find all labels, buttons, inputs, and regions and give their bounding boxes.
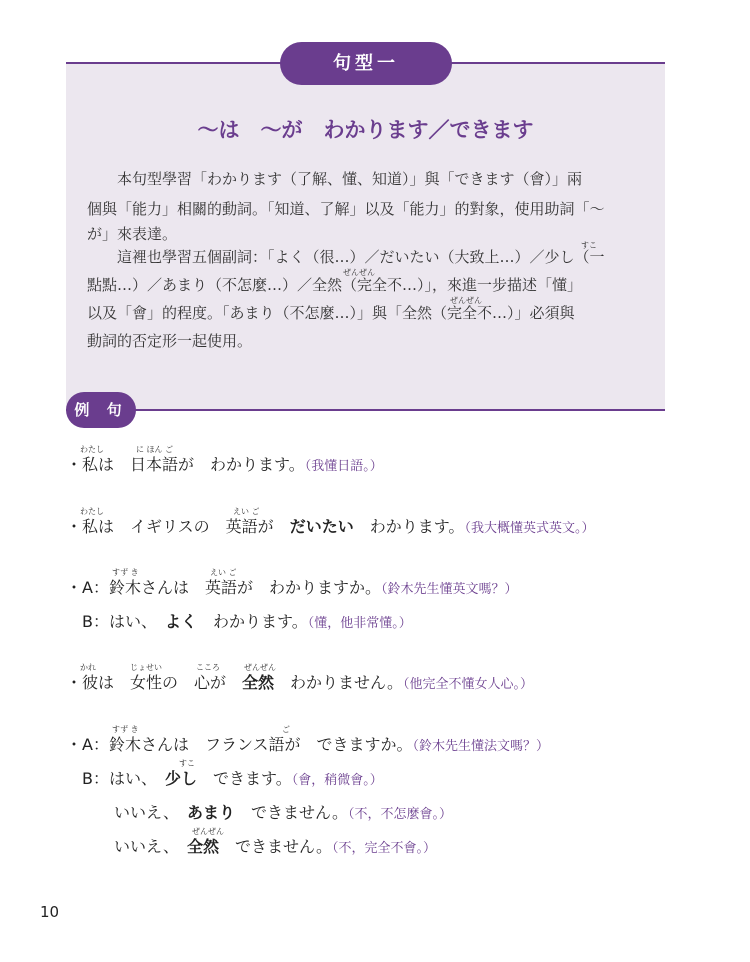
furigana: に ほん ご xyxy=(136,445,174,454)
examples-tab: 例 句 xyxy=(66,392,136,428)
example-sentence: いいえ、 あまり できません。（不，不怎麼會。） xyxy=(66,803,452,822)
furigana: こころ xyxy=(196,663,220,672)
furigana: かれ xyxy=(80,663,96,672)
example-sentence: B：はい、 少し できます。（會，稍微會。） xyxy=(66,769,383,788)
example-sentence: ・彼は 女性の 心が 全然 わかりません。（他完全不懂女人心。） xyxy=(66,673,534,692)
intro-line: 以及「會」的程度。「あまり（不怎麼…）」與「全然（完全不…）」必須與 xyxy=(87,304,575,322)
example-sentence: ・A：鈴木さんは フランス語が できますか。（鈴木先生懂法文嗎？） xyxy=(66,735,549,754)
example-translation: （鈴木先生懂英文嗎？） xyxy=(380,582,518,597)
example-sentence: ・私は イギリスの 英語が だいたい わかります。（我大概懂英式英文。） xyxy=(66,517,595,536)
furigana: えい ご xyxy=(210,568,237,577)
furigana: ぜんぜん xyxy=(244,663,276,672)
example-sentence: いいえ、 全然 できません。（不，完全不會。） xyxy=(66,837,436,856)
intro-line: 這裡也學習五個副詞：「よく（很…）／だいたい（大致上…）／少し（一 xyxy=(87,248,605,266)
furigana: ぜんぜん xyxy=(450,296,482,305)
example-translation: （不，不怎麼會。） xyxy=(347,807,452,822)
furigana: ご xyxy=(282,725,290,734)
pattern-title: ～は ～が わかります／できます xyxy=(197,118,534,142)
furigana: ぜんぜん xyxy=(192,827,224,836)
furigana: じょせい xyxy=(130,663,162,672)
example-translation: （會，稍微會。） xyxy=(291,773,383,788)
example-translation: （鈴木先生懂法文嗎？） xyxy=(412,739,549,754)
example-sentence: ・私は 日本語が わかります。（我懂日語。） xyxy=(66,455,383,474)
furigana: すこ xyxy=(179,759,195,768)
intro-line: が」來表達。 xyxy=(87,225,178,243)
example-translation: （懂，他非常懂。） xyxy=(307,616,412,631)
example-translation: （我懂日語。） xyxy=(304,459,383,474)
furigana: すず き xyxy=(112,568,139,577)
example-translation: （我大概懂英式英文。） xyxy=(464,521,595,536)
pattern-badge: 句型一 xyxy=(280,42,452,85)
intro-line: 動詞的否定形一起使用。 xyxy=(87,332,253,350)
examples-rule xyxy=(66,409,665,411)
example-sentence: B：はい、 よく わかります。（懂，他非常懂。） xyxy=(66,612,412,631)
intro-line: 個與「能力」相關的動詞。「知道、了解」以及「能力」的對象，使用助詞「～ xyxy=(87,200,605,218)
example-sentence: ・A：鈴木さんは 英語が わかりますか。（鈴木先生懂英文嗎？） xyxy=(66,578,518,597)
intro-line: 點點…）／あまり（不怎麼…）／全然（完全不…）」，來進一步描述「懂」 xyxy=(87,276,583,294)
furigana: えい ご xyxy=(233,507,260,516)
example-translation: （不，完全不會。） xyxy=(331,841,436,856)
furigana: わたし xyxy=(80,507,104,516)
intro-line: 本句型學習「わかります（了解、懂、知道）」與「できます（會）」兩 xyxy=(87,170,583,188)
page-number: 10 xyxy=(40,903,60,921)
furigana: わたし xyxy=(80,445,104,454)
example-translation: （他完全不懂女人心。） xyxy=(403,677,534,692)
furigana: すず き xyxy=(112,725,139,734)
furigana: すこ xyxy=(581,241,597,250)
furigana: ぜんぜん xyxy=(343,268,375,277)
